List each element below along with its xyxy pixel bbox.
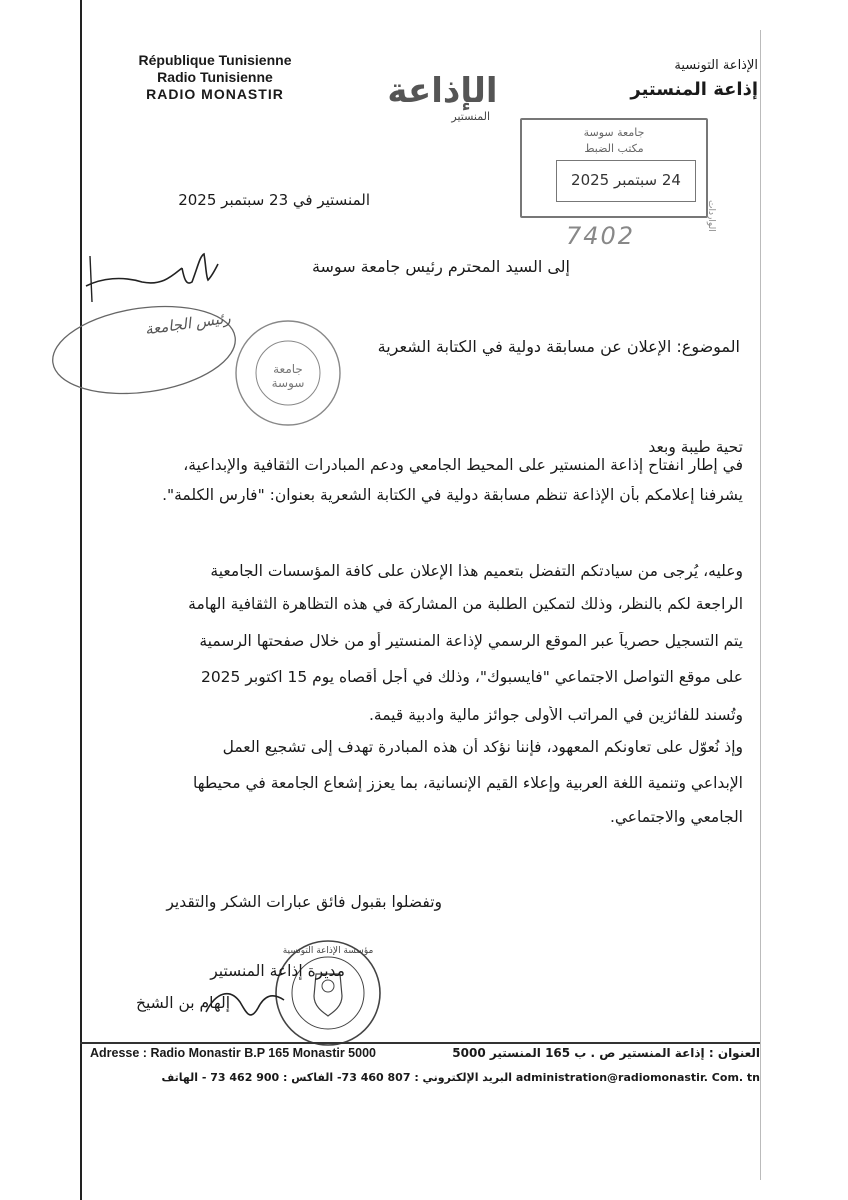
header-french	[130, 52, 300, 103]
stamp-date-box	[556, 160, 696, 202]
footer-rule	[80, 1042, 760, 1044]
body-line: يتم التسجيل حصرياً عبر الموقع الرسمي لإذاعة المنستير أو من خلال صفحتها الرسمية	[199, 632, 743, 650]
body-line: وتُسند للفائزين في المراتب الأولى جوائز مالية وادبية قيمة.	[368, 706, 743, 724]
director-signature	[200, 982, 290, 1032]
header-fr-line2: Radio Tunisienne	[157, 69, 273, 85]
header-ar-line1: الإذاعة التونسية	[674, 58, 758, 73]
signature-title: مديرة إذاعة المنستير	[210, 962, 345, 980]
body-line: الجامعي والاجتماعي.	[609, 808, 743, 826]
letter-date: المنستير في 23 سبتمبر 2025	[178, 191, 370, 209]
body-line: الراجعة لكم بالنظر، وذلك لتمكين الطلبة من المشاركة في هذه التظاهرة الثقافية الهامة	[188, 595, 743, 613]
body-line: الإبداعي وتنمية اللغة العربية وإعلاء القيم الإنسانية، بما يعزز إشعاع الجامعة في محيطها	[193, 774, 743, 792]
header-arabic	[600, 58, 758, 100]
footer-address-fr: Adresse : Radio Monastir B.P 165 Monastir 5000	[90, 1046, 376, 1060]
logo-title: الإذاعة	[387, 71, 498, 111]
footer-contact: administration@radiomonastir. Com. tn البريد الإلكتروني : 807 460 73- الفاكس : 900 462 73 - الهاتف	[161, 1071, 760, 1084]
signature-name: إلهام بن الشيخ	[136, 994, 230, 1012]
handwritten-annotation: رئيس الجامعة	[143, 308, 232, 339]
stamp-line1: جامعة سوسة	[583, 126, 645, 139]
reception-stamp	[520, 118, 708, 218]
right-margin-line	[760, 30, 761, 1180]
closing-line: وتفضلوا بقبول فائق عبارات الشكر والتقدير	[166, 893, 442, 911]
registration-number: 7402	[566, 222, 636, 250]
greeting: تحية طيبة وبعد	[648, 438, 743, 456]
university-seal-text: جامعة سوسة	[271, 362, 305, 390]
subject-line: الموضوع: الإعلان عن مسابقة دولية في الكتابة الشعرية	[377, 337, 740, 356]
radio-logo	[385, 72, 500, 132]
stamp-line2: مكتب الضبط	[584, 142, 644, 155]
header-ar-line2: إذاعة المنستير	[630, 79, 758, 100]
radio-seal-text: مؤسسة الإذاعة التونسية	[282, 946, 374, 956]
logo-subtitle: المنستير	[451, 110, 490, 123]
stamp-side-label: الواردات	[706, 200, 716, 232]
header-fr-line1: République Tunisienne	[138, 52, 292, 68]
body-line: وإذ نُعوّل على تعاونكم المعهود، فإننا نؤكد أن هذه المبادرة تهدف إلى تشجيع العمل	[222, 738, 743, 756]
body-line: على موقع التواصل الاجتماعي "فايسبوك"، وذلك في أجل أقصاه يوم 15 اكتوبر 2025	[200, 668, 743, 686]
header-fr-line3: RADIO MONASTIR	[146, 86, 284, 102]
body-line: يشرفنا إعلامكم بأن الإذاعة تنظم مسابقة دولية في الكتابة الشعرية بعنوان: "فارس الكلمة".	[162, 486, 743, 504]
body-line: وعليه، يُرجى من سيادتكم التفضل بتعميم هذا الإعلان على كافة المؤسسات الجامعية	[210, 562, 743, 580]
body-line: في إطار انفتاح إذاعة المنستير على المحيط الجامعي ودعم المبادرات الثقافية والإبداعية،	[183, 456, 743, 474]
stamp-date: 24 سبتمبر 2025	[571, 171, 681, 189]
footer-address-ar: العنوان : إذاعة المنستير ص . ب 165 المنستير 5000	[452, 1046, 760, 1060]
recipient-line: إلى السيد المحترم رئيس جامعة سوسة	[311, 257, 570, 276]
